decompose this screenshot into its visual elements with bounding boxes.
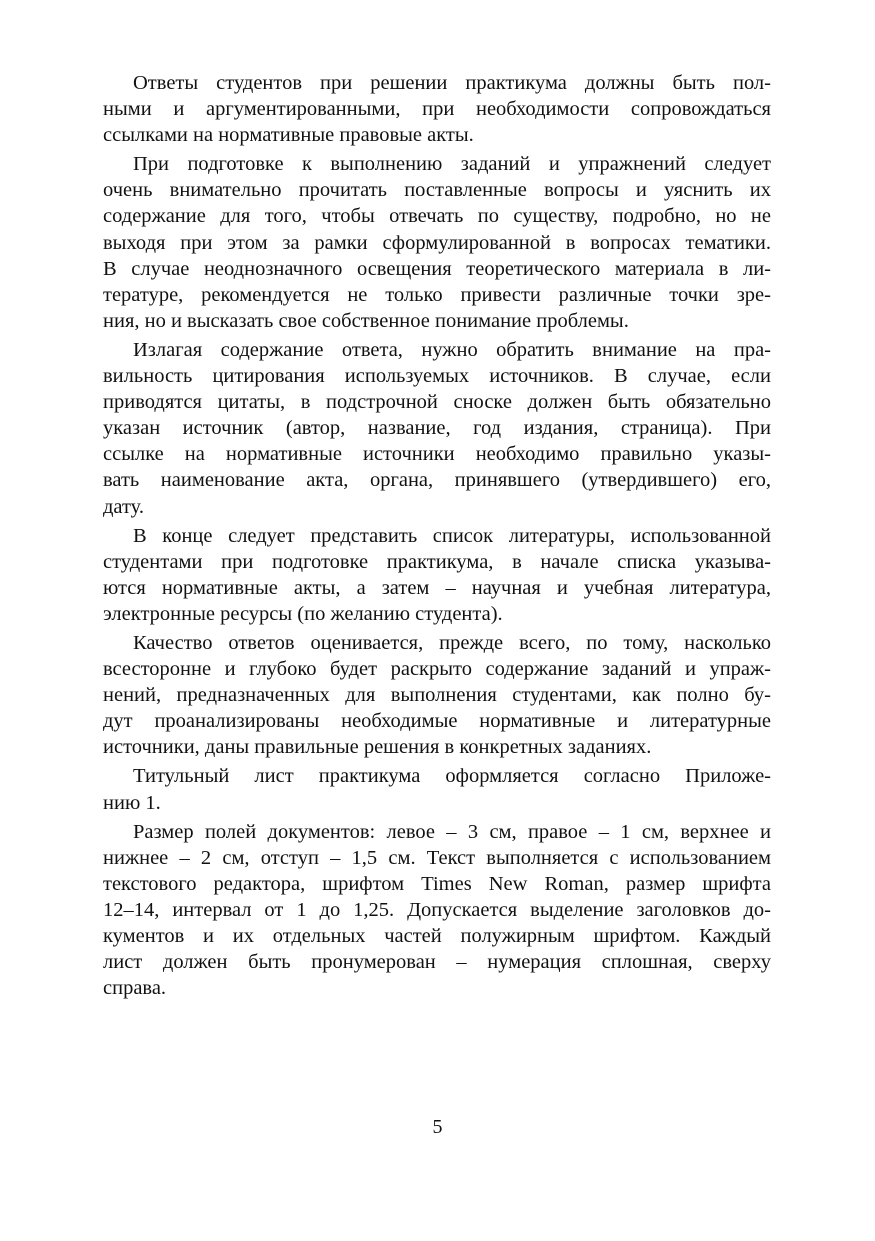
text-line: ссылке на нормативные источники необходимо правильно указы- [103, 443, 771, 466]
text-line: тературе, рекомендуется не только привести различные точки зре- [103, 283, 771, 306]
text-line: ными и аргументированными, при необходимости сопровождаться [103, 98, 771, 121]
text-line: текстового редактора, шрифтом Times New Roman, размер шрифта [103, 872, 771, 895]
page-number: 5 [432, 1116, 443, 1138]
text-line: нений, предназначенных для выполнения студентами, как полно бу- [103, 684, 771, 707]
paragraph [103, 763, 771, 815]
text-line: студентами при подготовке практикума, в начале списка указыва- [103, 550, 771, 573]
text-line: Качество ответов оценивается, прежде всего, по тому, насколько [133, 631, 771, 654]
paragraph [103, 151, 771, 334]
text-line: В конце следует представить список литературы, использованной [133, 524, 771, 547]
text-line: справа. [103, 977, 167, 1000]
text-line: 12–14, интервал от 1 до 1,25. Допускается выделение заголовков до- [103, 898, 771, 921]
text-line: Титульный лист практикума оформляется согласно Приложе- [133, 765, 771, 788]
paragraph [103, 523, 771, 627]
paragraph [103, 337, 771, 520]
text-line: вильность цитирования используемых источников. В случае, если [103, 365, 771, 388]
text-line: вать наименование акта, органа, принявшего (утвердившего) его, [103, 469, 771, 492]
text-line: Ответы студентов при решении практикума должны быть пол- [133, 72, 771, 94]
text-line: содержание для того, чтобы отвечать по существу, подробно, но не [103, 205, 771, 228]
paragraph [103, 819, 771, 1002]
text-line: лист должен быть пронумерован – нумерация сплошная, сверху [103, 951, 771, 974]
text-line: источники, даны правильные решения в конкретных заданиях. [103, 736, 652, 759]
text-line: ются нормативные акты, а затем – научная и учебная литература, [103, 576, 771, 599]
text-line: В случае неоднозначного освещения теоретического материала в ли- [103, 257, 771, 280]
text-line: электронные ресурсы (по желанию студента). [103, 602, 503, 625]
text-line: очень внимательно прочитать поставленные вопросы и уяснить их [103, 179, 771, 202]
text-line: При подготовке к выполнению заданий и упражнений следует [133, 153, 771, 176]
text-line: кументов и их отдельных частей полужирным шрифтом. Каждый [103, 925, 771, 947]
text-line: дут проанализированы необходимые нормативные и литературные [103, 710, 771, 733]
text-line: нижнее – 2 см, отступ – 1,5 см. Текст выполняется с использованием [103, 846, 771, 869]
text-line: выходя при этом за рамки сформулированной в вопросах тематики. [103, 231, 771, 254]
text-line: ния, но и высказать свое собственное понимание проблемы. [103, 309, 629, 332]
body-text [103, 70, 771, 1004]
text-line: Излагая содержание ответа, нужно обратить внимание на пра- [133, 338, 771, 361]
paragraph [103, 630, 771, 760]
text-line: ссылками на нормативные правовые акты. [103, 124, 474, 147]
paragraph [103, 70, 771, 148]
text-line: Размер полей документов: левое – 3 см, правое – 1 см, верхнее и [133, 820, 771, 843]
text-line: дату. [103, 495, 145, 518]
text-line: указан источник (автор, название, год издания, страница). При [103, 417, 771, 440]
text-line: нию 1. [103, 791, 161, 814]
text-line: всесторонне и глубоко будет раскрыто содержание заданий и упраж- [103, 658, 771, 681]
text-line: приводятся цитаты, в подстрочной сноске должен быть обязательно [103, 391, 771, 414]
